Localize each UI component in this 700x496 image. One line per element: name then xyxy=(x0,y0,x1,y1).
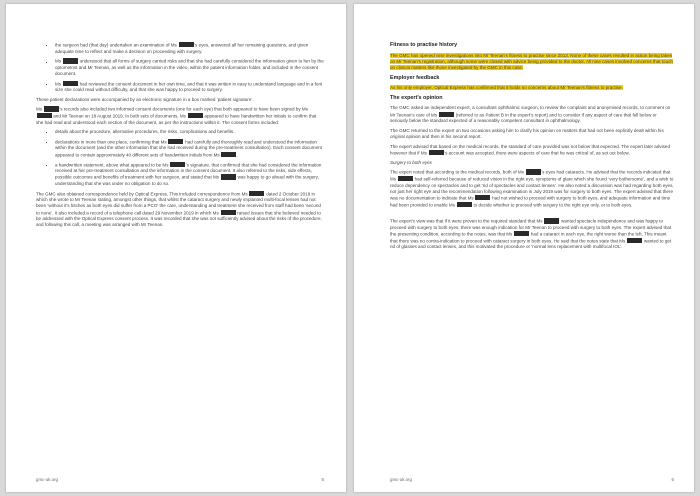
redaction-block xyxy=(170,162,185,167)
redaction-block xyxy=(475,195,490,200)
page-footer xyxy=(390,477,674,482)
redaction-block xyxy=(63,58,78,63)
text-segment: appeared to have handwritten her initials to confirm that she had read and understood each section of the document, as per the instructions within it. The consent forms included: xyxy=(36,113,317,125)
heading-expert-opinion: The expert’s opinion xyxy=(390,94,443,101)
redaction-block xyxy=(627,238,642,243)
list-item xyxy=(55,162,324,188)
footer-site: gmc-uk.org xyxy=(36,477,58,482)
text-segment: ’s eyes, answered all her remaining questions, and given adequate time to reflect and make a decision on proceeding with surgery. xyxy=(55,42,309,54)
list-item xyxy=(55,139,324,158)
bullet-list-consent xyxy=(36,129,324,187)
redaction-block xyxy=(457,202,472,207)
list-item xyxy=(55,58,324,77)
text-segment: The GMC asked an independent expert, a consultant ophthalmic surgeon, to review the complaint and anonymised records, to comment on Mr Teenan’s care of Ms xyxy=(390,105,671,117)
text-segment: ’s records also included two informed consent documents (one for each eye) that both appeared to have been signed by Ms xyxy=(59,106,308,112)
list-item xyxy=(55,81,324,94)
highlighted-text: The GMC has opened nine investigations into Mr Teenan’s fitness to practise since 2013. None of these cases resulted in action being taken on Mr Teenan’s registration, although some were closed with advice being provided to the doctor. All nine cases involved concerns that touch on clinical matters like those investigated by the GMC in this case. xyxy=(390,52,673,70)
text-segment: had reviewed the consent document in her own time, and that it was written in easy to understand language and in a font size she could read without difficulty, and that she was happy to proceed to surgery. xyxy=(55,80,323,93)
redaction-block xyxy=(429,150,444,155)
text-segment: understood that all forms of surgery carried risks and that she had carefully considered the information given to her by the optometrist and Mr Teenan, as well as the information in the video, within the patient information folder, and included in the consent document. xyxy=(55,58,324,76)
paragraph-surgery-2 xyxy=(390,218,674,250)
paragraph-surgery-1 xyxy=(390,169,674,208)
bullet-list-declarations xyxy=(36,42,324,93)
text-segment: and Mr Teenan on 18 August 2019. In both sets of documents, Ms xyxy=(52,113,188,119)
redaction-block xyxy=(439,112,454,117)
text-segment: had not wished to proceed with surgery to both eyes, and adequate information and time had been provided to enable Ms xyxy=(390,195,671,207)
text-segment: had self-referred because of reduced vision in the right eye, symptoms of glare which she found ‘very bothersome’, and a wish to reduce dependency on spectacles and to get ‘rid of spectacles and contact lenses’. He also noted a discussion was had regarding both eyes, not just her right eye and the recommendation following examination in July 2019 was for surgery to both eyes. The expert advised that there was no documentation to indicate that Ms xyxy=(390,176,674,201)
redaction-block xyxy=(249,191,264,196)
redaction-block xyxy=(188,113,203,118)
list-item xyxy=(55,42,324,55)
redaction-block xyxy=(221,151,239,157)
paragraph-records xyxy=(36,106,324,125)
paragraph-expert-2: The GMC returned to the expert on two occasions asking him to clarify his opinion on matters that had not been explicitly dealt within his original opinion and then in his second report. xyxy=(390,127,664,139)
redaction-block xyxy=(63,81,78,86)
text-segment: had a cataract in each eye, the right worse than the left. This meant that there was no contra-indication to proceed with cataract surgery in both eyes. He said that the notes state that Ms xyxy=(390,231,667,243)
list-item xyxy=(55,129,324,135)
text-segment: dated 2 October 2019 in which she wrote to Mr Teenan stating, amongst other things, that whilst the cataract surgery and newly implanted multi-focal lenses had not been ‘without it’s hitches as both eyes did suffer from a PCO’ the care, understanding and treatment she received from staff had been ‘second to none’. It also included a record of a telephone call dated 29 November 2019 in which Ms xyxy=(36,190,321,215)
redaction-block xyxy=(514,231,529,236)
text-segment: The expert’s view was that if it were proven to the required standard that Ms xyxy=(390,218,544,224)
text-segment: the surgeon had (that day) undertaken an examination of Ms xyxy=(55,42,179,48)
redaction-block xyxy=(168,139,183,144)
text-segment: had carefully and thoroughly read and understood the information within the document (and the other information that she had received during the pre-treatment consultation). Each consent document appeared to contain approximately 40 different sets of handwritten initials from Ms xyxy=(55,139,322,157)
footer-site: gmc-uk.org xyxy=(390,477,412,482)
page-content xyxy=(36,42,324,232)
redaction-block xyxy=(179,42,194,47)
redaction-block xyxy=(37,113,52,118)
page-number: 5 xyxy=(321,477,324,482)
text-segment: ’s account was accepted, there were aspects of care that he was critical of, as set out below. xyxy=(444,150,630,156)
heading-employer-feedback: Employer feedback xyxy=(390,74,440,81)
highlighted-text: As his only employer, Optical Express has confirmed that it holds no concerns about Mr Teenan’s fitness to practise. xyxy=(390,85,623,91)
paragraph-signature: These patient declarations were accompanied by an electronic signature in a box marked ‘patient signature’. xyxy=(36,96,254,102)
text-segment: declarations in more than one place, confirming that Ms xyxy=(55,139,168,145)
text-segment: The GMC also obtained correspondence held by Optical Express. This included correspondence from Ms xyxy=(36,190,249,196)
document-page-left xyxy=(6,4,346,492)
redaction-block xyxy=(526,169,541,174)
paragraph-expert-1 xyxy=(390,105,674,124)
paragraph-fitness-history xyxy=(390,53,674,72)
paragraph-employer-feedback xyxy=(390,85,674,91)
heading-fitness-history: Fitness to practise history xyxy=(390,42,458,48)
document-page-right xyxy=(354,4,694,492)
text-segment: . xyxy=(236,151,239,157)
text-segment: ’s eyes had cataracts. He advised that the records indicated that Ms xyxy=(390,169,671,182)
page-footer xyxy=(36,477,324,482)
page-content xyxy=(390,42,674,254)
redaction-block xyxy=(544,218,559,223)
text-segment: (referred to as Patient B in the expert’s report) and to consider if any aspect of care that fell below or seriously below the standard expected of a reasonably competent consultant in ophthalmology. xyxy=(390,111,657,124)
text-segment: details about the procedure, alternative procedures, the risks, complications and benefits. xyxy=(55,129,235,135)
paragraph-correspondence xyxy=(36,191,324,229)
text-segment: The expert noted that according to the medical records, both of Ms xyxy=(390,169,526,175)
redaction-block xyxy=(221,210,236,215)
text-segment: Ms xyxy=(55,58,63,64)
text-segment: wanted spectacle independence and was happy to proceed with surgery to both eyes, there was enough indication for Mr Teenan to proceed with surgery to both eyes. The expert advised that the presenting condition, according to the notes, was that Ms xyxy=(390,218,672,237)
text-segment: wanted to get rid of glasses and contact lenses, and this motivated the procedure or ‘normal lens replacement with multifocal IOL’. xyxy=(390,237,672,250)
text-segment: ’s signature, that confirmed that she had considered the information received at her pre-treatment consultation and the information in the consent document. It also referred to the risks, side effects, possible outcomes and benefits of treatment with her surgeon, and stated that Ms xyxy=(55,161,322,180)
text-segment: a handwritten statement, above what appeared to be Ms xyxy=(55,161,170,167)
redaction-block xyxy=(398,176,413,181)
page-number: 6 xyxy=(671,477,674,482)
redaction-block xyxy=(44,106,59,111)
subheading-surgery-both-eyes: Surgery to both eyes xyxy=(390,159,432,165)
paragraph-expert-3 xyxy=(390,144,674,157)
redaction-block xyxy=(221,174,236,179)
text-segment: to decide whether to proceed with surgery to the right eye only, or to both eyes. xyxy=(472,201,633,207)
text-segment: The expert advised that based on the medical records, the standard of care provided was not below that expected. The expert later advised however that if Ms xyxy=(390,143,670,156)
text-segment: Ms xyxy=(55,80,63,86)
text-segment: was happy to go ahead with the surgery, understanding that she was under no obligation to do so. xyxy=(55,174,319,186)
text-segment: raised issues that she believed needed to be addressed with the Optical Express consent process. It was recorded that she was not sufficiently advised about the risks of the procedure, and following this call, a meeting was arranged with Mr Teenan. xyxy=(36,209,322,228)
text-segment: Ms xyxy=(36,106,44,112)
